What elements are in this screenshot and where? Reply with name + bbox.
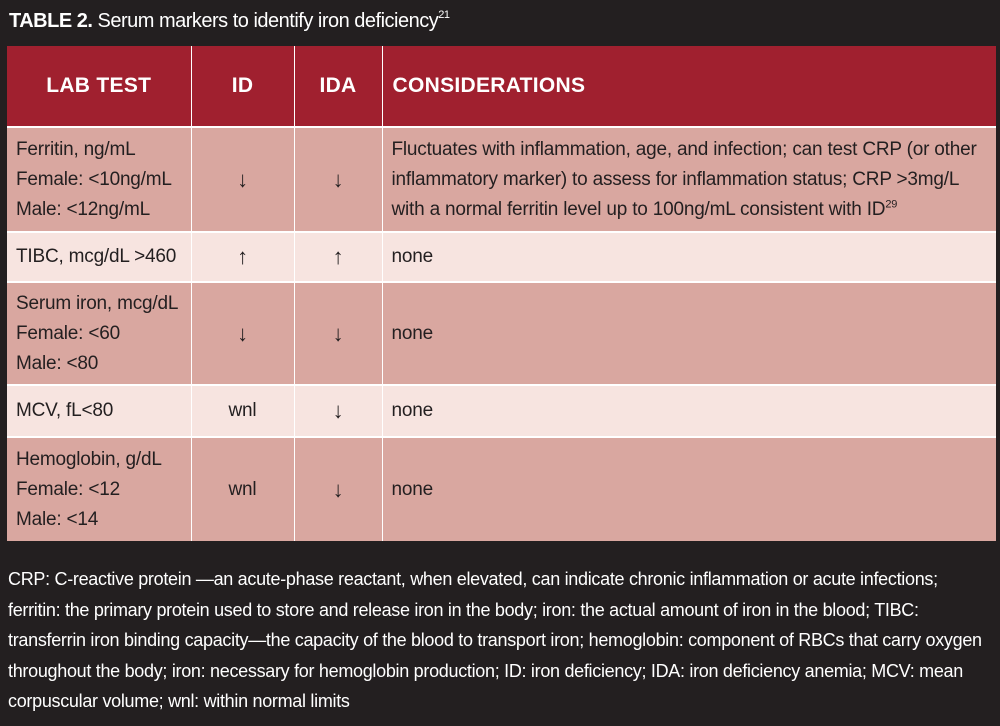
lab-test-line: TIBC, mcg/dL >460 bbox=[16, 246, 177, 267]
header-id: ID bbox=[191, 46, 294, 127]
header-considerations: CONSIDERATIONS bbox=[382, 46, 996, 127]
cell-lab-test bbox=[7, 127, 191, 232]
lab-test-line: Female: <60 bbox=[16, 322, 120, 344]
cell-ida: ↓ bbox=[294, 127, 382, 232]
lab-test-line: Female: <10ng/mL bbox=[16, 168, 172, 190]
cell-lab-test bbox=[7, 385, 191, 437]
cell-ida: ↓ bbox=[294, 437, 382, 541]
title-reference: 21 bbox=[438, 9, 450, 21]
cell-lab-test bbox=[7, 282, 191, 385]
cell-lab-test bbox=[7, 437, 191, 541]
table-title bbox=[0, 0, 1000, 46]
cell-considerations: none bbox=[382, 385, 996, 437]
cell-lab-test bbox=[7, 232, 191, 282]
cell-id: wnl bbox=[191, 385, 294, 437]
cell-id: ↑ bbox=[191, 232, 294, 282]
lab-test-line: Male: <12ng/mL bbox=[16, 198, 150, 220]
table-title-text: Serum markers to identify iron deficiency bbox=[97, 10, 439, 32]
header-ida: IDA bbox=[294, 46, 382, 127]
lab-test-line: Ferritin, ng/mL bbox=[16, 138, 136, 160]
considerations-text: Fluctuates with inflammation, age, and infection; can test CRP (or other inflammatory marker) to assess for inflammation status; CRP >3mg/L with a normal ferritin level up to 100ng/mL consistent with ID bbox=[391, 138, 977, 220]
cell-ida: ↑ bbox=[294, 232, 382, 282]
cell-id: ↓ bbox=[191, 282, 294, 385]
cell-considerations: none bbox=[382, 232, 996, 282]
cell-id: ↓ bbox=[191, 127, 294, 232]
cell-ida: ↓ bbox=[294, 282, 382, 385]
considerations-reference: 29 bbox=[885, 198, 898, 211]
cell-considerations bbox=[382, 127, 996, 232]
table-row bbox=[7, 282, 996, 385]
cell-id: wnl bbox=[191, 437, 294, 541]
lab-test-line: Male: <14 bbox=[16, 508, 99, 530]
table-row bbox=[7, 437, 996, 541]
cell-considerations: none bbox=[382, 437, 996, 541]
lab-test-line: MCV, fL<80 bbox=[16, 400, 114, 421]
header-lab-test: LAB TEST bbox=[7, 46, 191, 127]
table-footnote: CRP: C-reactive protein —an acute-phase reactant, when elevated, can indicate chronic inflammation or acute infections; ferritin: the primary protein used to store and release iron in the body; iron: the actual amount of iron in the blood; TIBC: transferrin iron binding capacity—the capacity of the blood to transport iron; hemoglobin: component of RBCs that carry oxygen throughout the body; iron: necessary for hemoglobin production; ID: iron deficiency; IDA: iron deficiency anemia; MCV: mean corpuscular volume; wnl: within normal limits bbox=[8, 569, 982, 711]
lab-test-line: Male: <80 bbox=[16, 352, 99, 374]
serum-markers-table bbox=[7, 46, 996, 541]
table-header-row bbox=[7, 46, 996, 127]
table-row bbox=[7, 127, 996, 232]
table-row bbox=[7, 385, 996, 437]
lab-test-line: Serum iron, mcg/dL bbox=[16, 292, 179, 314]
cell-ida: ↓ bbox=[294, 385, 382, 437]
lab-test-line: Female: <12 bbox=[16, 478, 120, 500]
cell-considerations: none bbox=[382, 282, 996, 385]
lab-test-line: Hemoglobin, g/dL bbox=[16, 448, 162, 470]
table-number: TABLE 2. bbox=[9, 10, 93, 32]
table-row bbox=[7, 232, 996, 282]
